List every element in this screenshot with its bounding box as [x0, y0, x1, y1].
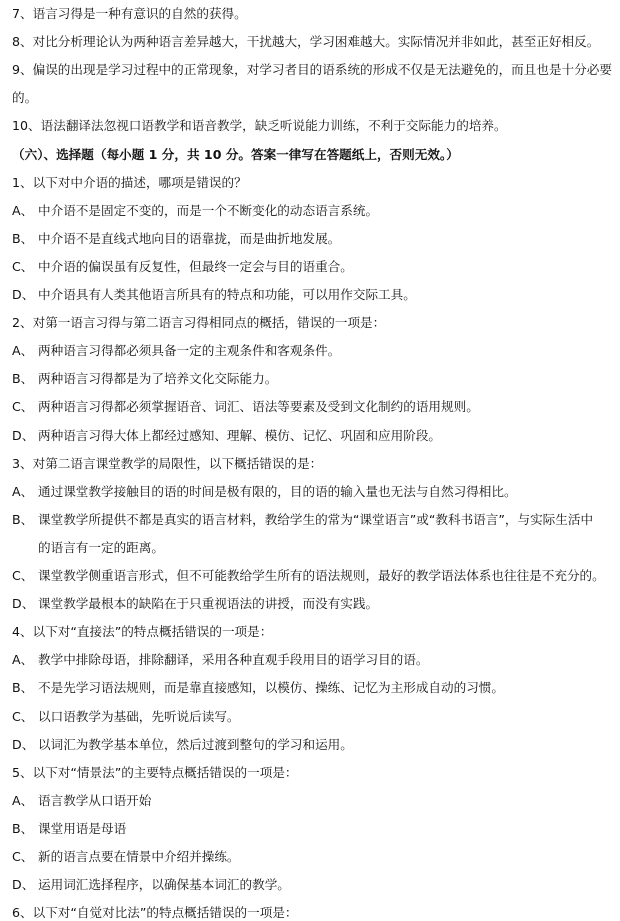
judgement-item — [12, 6, 610, 22]
option-text: 运用词汇选择程序，以确保基本词汇的教学。 — [38, 877, 290, 893]
option-text: 中介语不是直线式地向目的语靠拢，而是曲折地发展。 — [38, 230, 341, 246]
option-a — [12, 343, 610, 359]
question-stem — [12, 175, 610, 191]
question-stem — [12, 624, 610, 640]
option-label: D、 — [12, 736, 35, 752]
question-stem — [12, 456, 610, 472]
option-text: 不是先学习语法规则，而是靠直接感知，以模仿、操练、记忆为主形成自动的习惯。 — [38, 680, 504, 696]
option-d — [12, 877, 610, 893]
option-label: C、 — [12, 258, 34, 274]
option-text-continued: 的语言有一定的距离。 — [38, 539, 164, 555]
section-heading — [12, 147, 610, 163]
option-text: 两种语言习得大体上都经过感知、理解、模仿、记忆、巩固和应用阶段。 — [38, 427, 441, 443]
option-label: B、 — [12, 371, 34, 387]
option-text: 中介语不是固定不变的，而是一个不断变化的动态语言系统。 — [38, 202, 379, 218]
option-text: 课堂用语是母语 — [38, 820, 127, 836]
option-text: 课堂教学最根本的缺陷在于只重视语法的讲授，而没有实践。 — [38, 596, 379, 612]
option-label: A、 — [12, 483, 34, 499]
option-label: C、 — [12, 399, 34, 415]
option-label: C、 — [12, 568, 34, 583]
option-a — [12, 652, 610, 668]
option-text: 通过课堂教学接触目的语的时间是极有限的，目的语的输入量也无法与自然习得相比。 — [38, 483, 517, 499]
question-stem — [12, 315, 610, 331]
option-text: 两种语言习得都是为了培养文化交际能力。 — [38, 371, 278, 387]
option-label: B、 — [12, 820, 34, 836]
section-heading-text: （六）、选择题（每小题 1 分，共 10 分。答案一律写在答题纸上，否则无效。） — [12, 146, 459, 162]
option-label: A、 — [12, 652, 34, 668]
option-label: B、 — [12, 230, 34, 246]
option-a — [12, 793, 610, 809]
option-b — [12, 821, 610, 837]
option-c — [12, 709, 610, 725]
question-stem-text: 6、以下对“自觉对比法”的特点概括错误的一项是： — [12, 905, 298, 921]
option-b — [12, 231, 610, 247]
option-c — [12, 568, 610, 584]
option-label: D、 — [12, 596, 35, 612]
option-text: 教学中排除母语，排除翻译，采用各种直观手段用目的语学习目的语。 — [38, 652, 429, 668]
option-text: 中介语具有人类其他语言所具有的特点和功能，可以用作交际工具。 — [38, 287, 416, 302]
option-text: 以词汇为教学基本单位，然后过渡到整句的学习和运用。 — [38, 736, 353, 752]
option-label: D、 — [12, 877, 35, 893]
option-label: C、 — [12, 849, 34, 864]
option-b — [12, 371, 610, 387]
question-stem-text: 3、对第二语言课堂教学的局限性，以下概括错误的是： — [12, 455, 323, 471]
option-d — [12, 737, 610, 753]
item-number: 8、 — [12, 34, 33, 50]
question-stem-text: 5、以下对“情景法”的主要特点概括错误的一项是： — [12, 764, 298, 780]
item-text: 偏误的出现是学习过程中的正常现象，对学习者目的语系统的形成不仅是无法避免的，而且也是十分必要 — [32, 62, 612, 78]
option-text: 语言教学从口语开始 — [38, 792, 152, 808]
option-label: B、 — [12, 511, 34, 527]
option-d — [12, 428, 610, 444]
item-text: 语言习得是一种有意识的自然的获得。 — [32, 6, 247, 21]
option-a — [12, 484, 610, 500]
item-number: 9、 — [12, 62, 33, 78]
item-text-continued: 的。 — [12, 90, 38, 106]
option-label: A、 — [12, 202, 34, 218]
option-b — [12, 512, 610, 528]
option-d — [12, 287, 610, 303]
option-text: 新的语言点要在情景中介绍并操练。 — [38, 849, 240, 864]
option-c — [12, 259, 610, 275]
option-c — [12, 399, 610, 415]
option-label: B、 — [12, 680, 34, 696]
judgement-item — [12, 62, 610, 78]
option-text: 以口语教学为基础，先听说后读写。 — [38, 708, 240, 724]
option-b — [12, 680, 610, 696]
option-text: 中介语的偏误虽有反复性，但最终一定会与目的语重合。 — [38, 258, 353, 274]
option-text: 课堂教学所提供不都是真实的语言材料，教给学生的常为“课堂语言”或“教科书语言”，与实际生活中 — [38, 511, 594, 527]
option-text: 课堂教学侧重语言形式，但不可能教给学生所有的语法规则，最好的教学语法体系也往往是不充分的。 — [38, 568, 605, 583]
option-text: 两种语言习得都必须掌握语音、词汇、语法等要素及受到文化制约的语用规则。 — [38, 399, 479, 415]
question-stem — [12, 905, 610, 921]
item-number: 10、 — [12, 118, 41, 134]
option-d — [12, 596, 610, 612]
item-text: 对比分析理论认为两种语言差异越大，干扰越大，学习困难越大。实际情况并非如此，甚至正好相反。 — [32, 34, 600, 50]
judgement-item — [12, 34, 610, 50]
option-a — [12, 203, 610, 219]
question-stem-text: 1、以下对中介语的描述，哪项是错误的？ — [12, 174, 247, 190]
item-number: 7、 — [12, 6, 33, 21]
option-label: A、 — [12, 792, 34, 808]
question-stem-text: 2、对第一语言习得与第二语言习得相同点的概括，错误的一项是： — [12, 315, 386, 331]
option-continued — [12, 540, 610, 556]
option-c — [12, 849, 610, 865]
option-label: D、 — [12, 427, 35, 443]
question-stem-text: 4、以下对“直接法”的特点概括错误的一项是： — [12, 624, 273, 640]
question-stem — [12, 765, 610, 781]
option-label: D、 — [12, 287, 35, 302]
option-text: 两种语言习得都必须具备一定的主观条件和客观条件。 — [38, 343, 341, 359]
option-label: C、 — [12, 708, 34, 724]
option-label: A、 — [12, 343, 34, 359]
judgement-item — [12, 118, 610, 134]
item-text: 语法翻译法忽视口语教学和语音教学，缺乏听说能力训练，不利于交际能力的培养。 — [40, 118, 507, 134]
judgement-item-continued — [12, 90, 610, 106]
